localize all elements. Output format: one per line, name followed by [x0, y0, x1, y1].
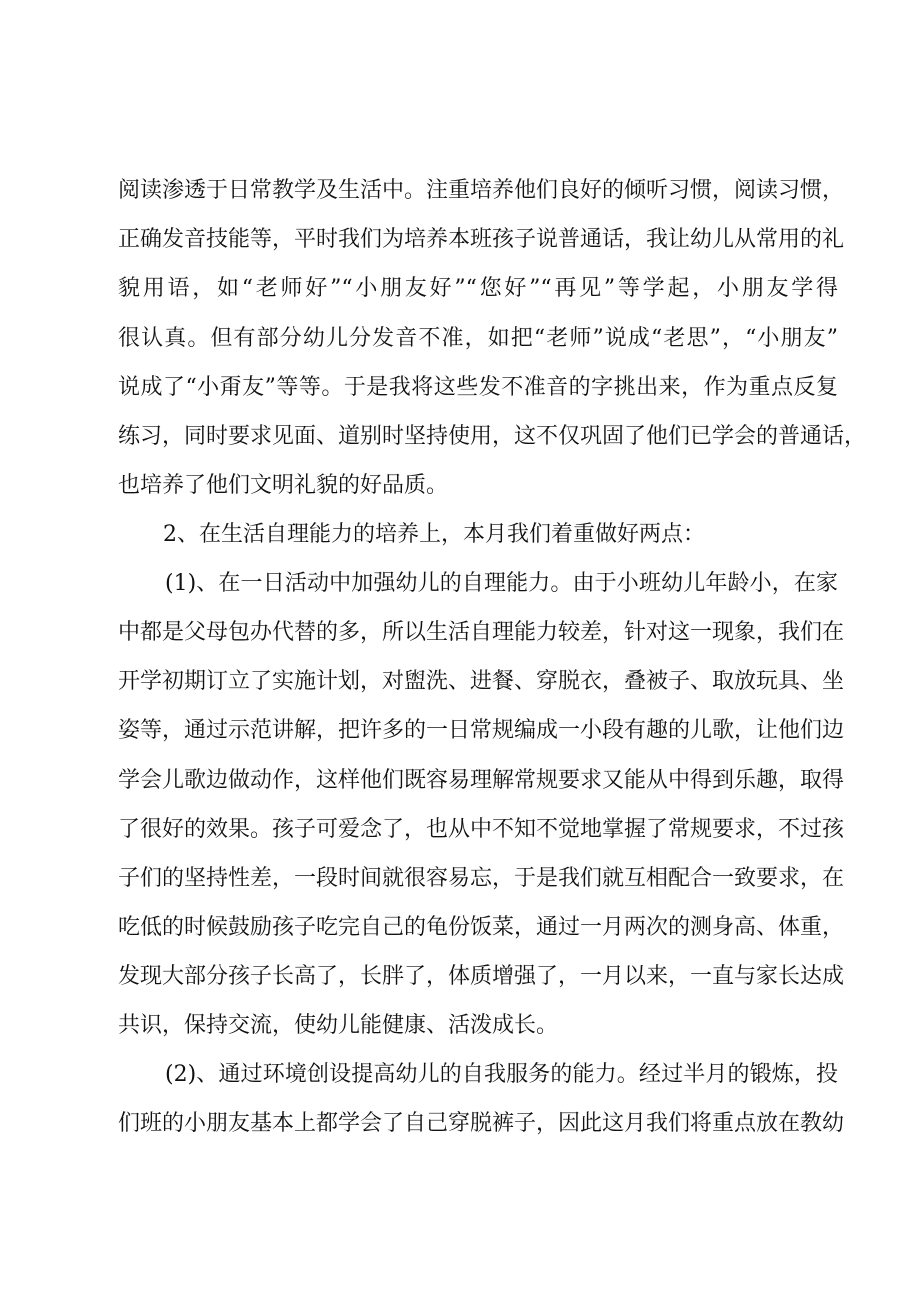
paragraph-1-line-4: 很认真。但有部分幼儿分发音不准，如把“老师”说成“老思”，“小朋友”	[118, 326, 838, 351]
paragraph-4-line-2: 们班的小朋友基本上都学会了自己穿脱裤子，因此这月我们将重点放在教幼	[118, 1111, 845, 1136]
paragraph-3-line-1: (1)、在一日活动中加强幼儿的自理能力。由于小班幼儿年龄小，在家	[165, 571, 838, 596]
paragraph-3-line-9: 发现大部分孩子长高了，长胖了，体质增强了，一月以来，一直与家长达成	[118, 964, 845, 989]
paragraph-3-line-4: 姿等，通过示范讲解，把许多的一日常规编成一小段有趣的儿歌，让他们边	[118, 718, 845, 743]
paragraph-1-line-6: 练习，同时要求见面、道别时坚持使用，这不仅巩固了他们已学会的普通话，	[118, 424, 867, 449]
paragraph-3-line-5: 学会儿歌边做动作，这样他们既容易理解常规要求又能从中得到乐趣，取得	[118, 768, 845, 793]
paragraph-3-line-3: 开学初期订立了实施计划，对盥洗、进餐、穿脱衣，叠被子、取放玩具、坐	[118, 669, 845, 694]
paragraph-3-line-10: 共识，保持交流，使幼儿能健康、活泼成长。	[118, 1013, 559, 1038]
paragraph-4-line-1: (2)、通过环境创设提高幼儿的自我服务的能力。经过半月的锻炼，投	[165, 1062, 838, 1087]
paragraph-1-line-7: 也培养了他们文明礼貌的好品质。	[118, 473, 449, 498]
paragraph-2-heading: 2、在生活自理能力的培养上，本月我们着重做好两点：	[163, 522, 705, 547]
paragraph-1-line-5: 说成了“小甭友”等等。于是我将这些发不准音的字挑出来，作为重点反复	[118, 375, 838, 400]
paragraph-3-line-2: 中都是父母包办代替的多，所以生活自理能力较差，针对这一现象，我们在	[118, 620, 845, 645]
paragraph-3-line-7: 子们的坚持性差，一段时间就很容易忘，于是我们就互相配合一致要求，在	[118, 866, 845, 891]
paragraph-3-line-8: 吃低的时候鼓励孩子吃完自己的龟份饭菜，通过一月两次的测身高、体重，	[118, 915, 845, 940]
paragraph-1-line-1: 阅读渗透于日常教学及生活中。注重培养他们良好的倾听习惯，阅读习惯，	[118, 178, 845, 203]
paragraph-3-line-6: 了很好的效果。孩子可爱念了，也从中不知不觉地掌握了常规要求，不过孩	[118, 817, 845, 842]
paragraph-1-line-2: 正确发音技能等，平时我们为培养本班孩子说普通话，我让幼儿从常用的礼	[118, 227, 845, 252]
paragraph-1-line-3: 貌用语，如“老师好”“小朋友好”“您好”“再见”等学起，小朋友学得	[118, 276, 838, 301]
